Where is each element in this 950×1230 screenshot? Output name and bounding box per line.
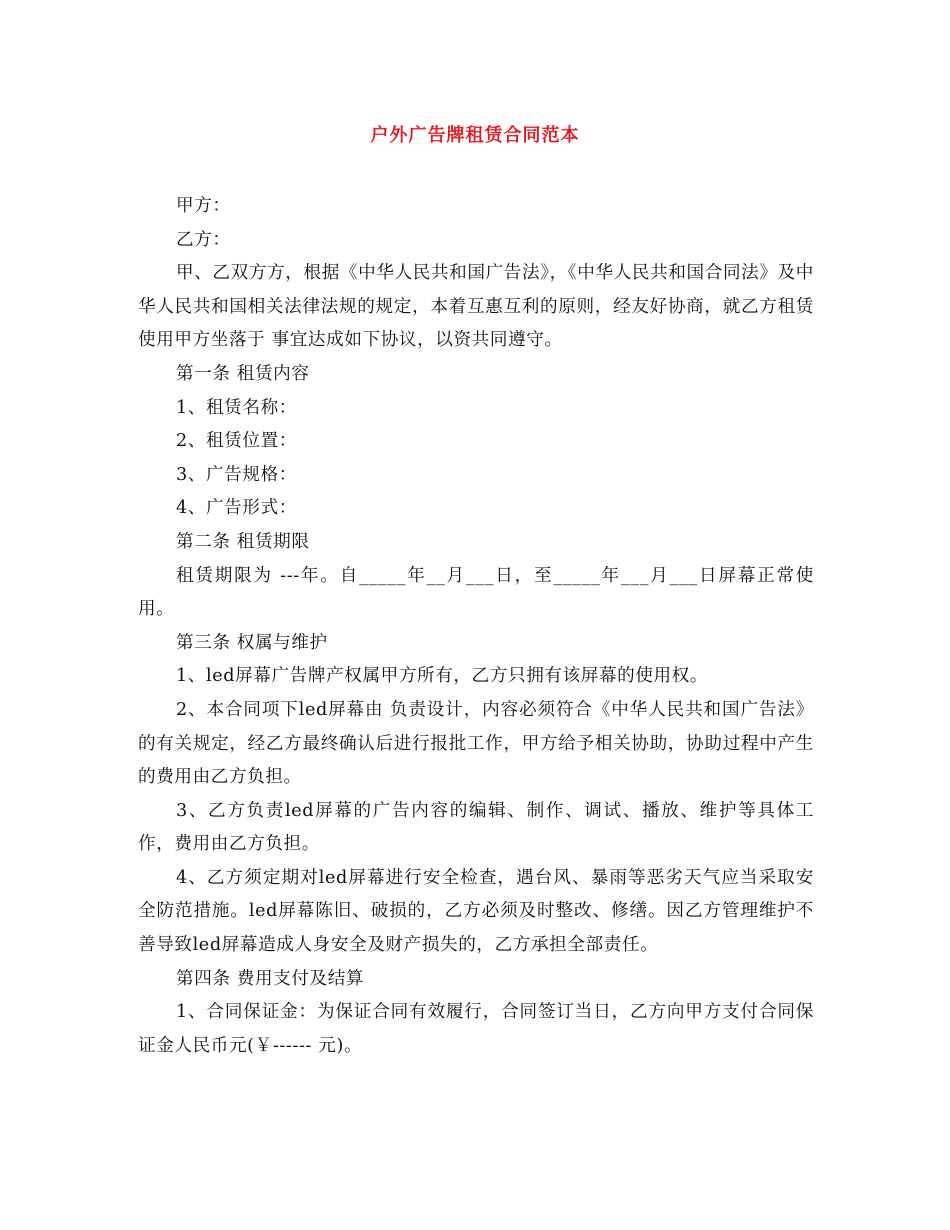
article-3-item-4: 4、乙方须定期对led屏幕进行安全检查，遇台风、暴雨等恶劣天气应当采取安全防范措施。led屏幕陈旧、破损的，乙方必须及时整改、修缮。因乙方管理维护不善导致led屏幕造成人身安全及财产损失的，乙方承担全部责任。: [138, 867, 814, 956]
article-4-heading: 第四条 费用支付及结算: [176, 968, 365, 989]
article-2-term-paragraph: 租赁期限为 ---年。自_____年__月___日，至_____年___月___日屏幕正常使用。: [138, 565, 814, 620]
party-a-line: 甲方：: [176, 196, 231, 216]
article-3-heading: 第三条 权属与维护: [176, 632, 328, 653]
article-4-item-1: 1、合同保证金：为保证合同有效履行，合同签订当日，乙方向甲方支付合同保证金人民币元(￥------ 元)。: [138, 1002, 814, 1056]
preamble-paragraph: 甲、乙双方方，根据《中华人民共和国广告法》，《中华人民共和国合同法》及中华人民共和国相关法律法规的规定，本着互惠互利的原则，经友好协商，就乙方租赁使用甲方坐落于 事宜达成如下协议，以资共同遵守。: [138, 263, 814, 351]
article-1-item-3: 3、广告规格：: [176, 464, 297, 485]
article-3-item-3: 3、乙方负责led屏幕的广告内容的编辑、制作、调试、播放、维护等具体工作，费用由乙方负担。: [138, 800, 814, 855]
article-1-item-4: 4、广告形式：: [176, 498, 297, 519]
article-2-heading: 第二条 租赁期限: [176, 531, 310, 552]
article-3-item-1: 1、led屏幕广告牌产权属甲方所有，乙方只拥有该屏幕的使用权。: [176, 666, 709, 687]
article-1-heading: 第一条 租赁内容: [176, 363, 310, 384]
article-3-item-2: 2、本合同项下led屏幕由 负责设计，内容必须符合《中华人民共和国广告法》的有关规定，经乙方最终确认后进行报批工作，甲方给予相关协助，协助过程中产生的费用由乙方负担。: [138, 699, 814, 788]
party-b-line: 乙方：: [176, 229, 231, 250]
article-1-item-2: 2、租赁位置：: [176, 431, 297, 452]
article-1-item-1: 1、租赁名称：: [176, 397, 297, 418]
document-title: 户外广告牌租赁合同范本: [370, 125, 580, 146]
document-body: [138, 190, 814, 1063]
